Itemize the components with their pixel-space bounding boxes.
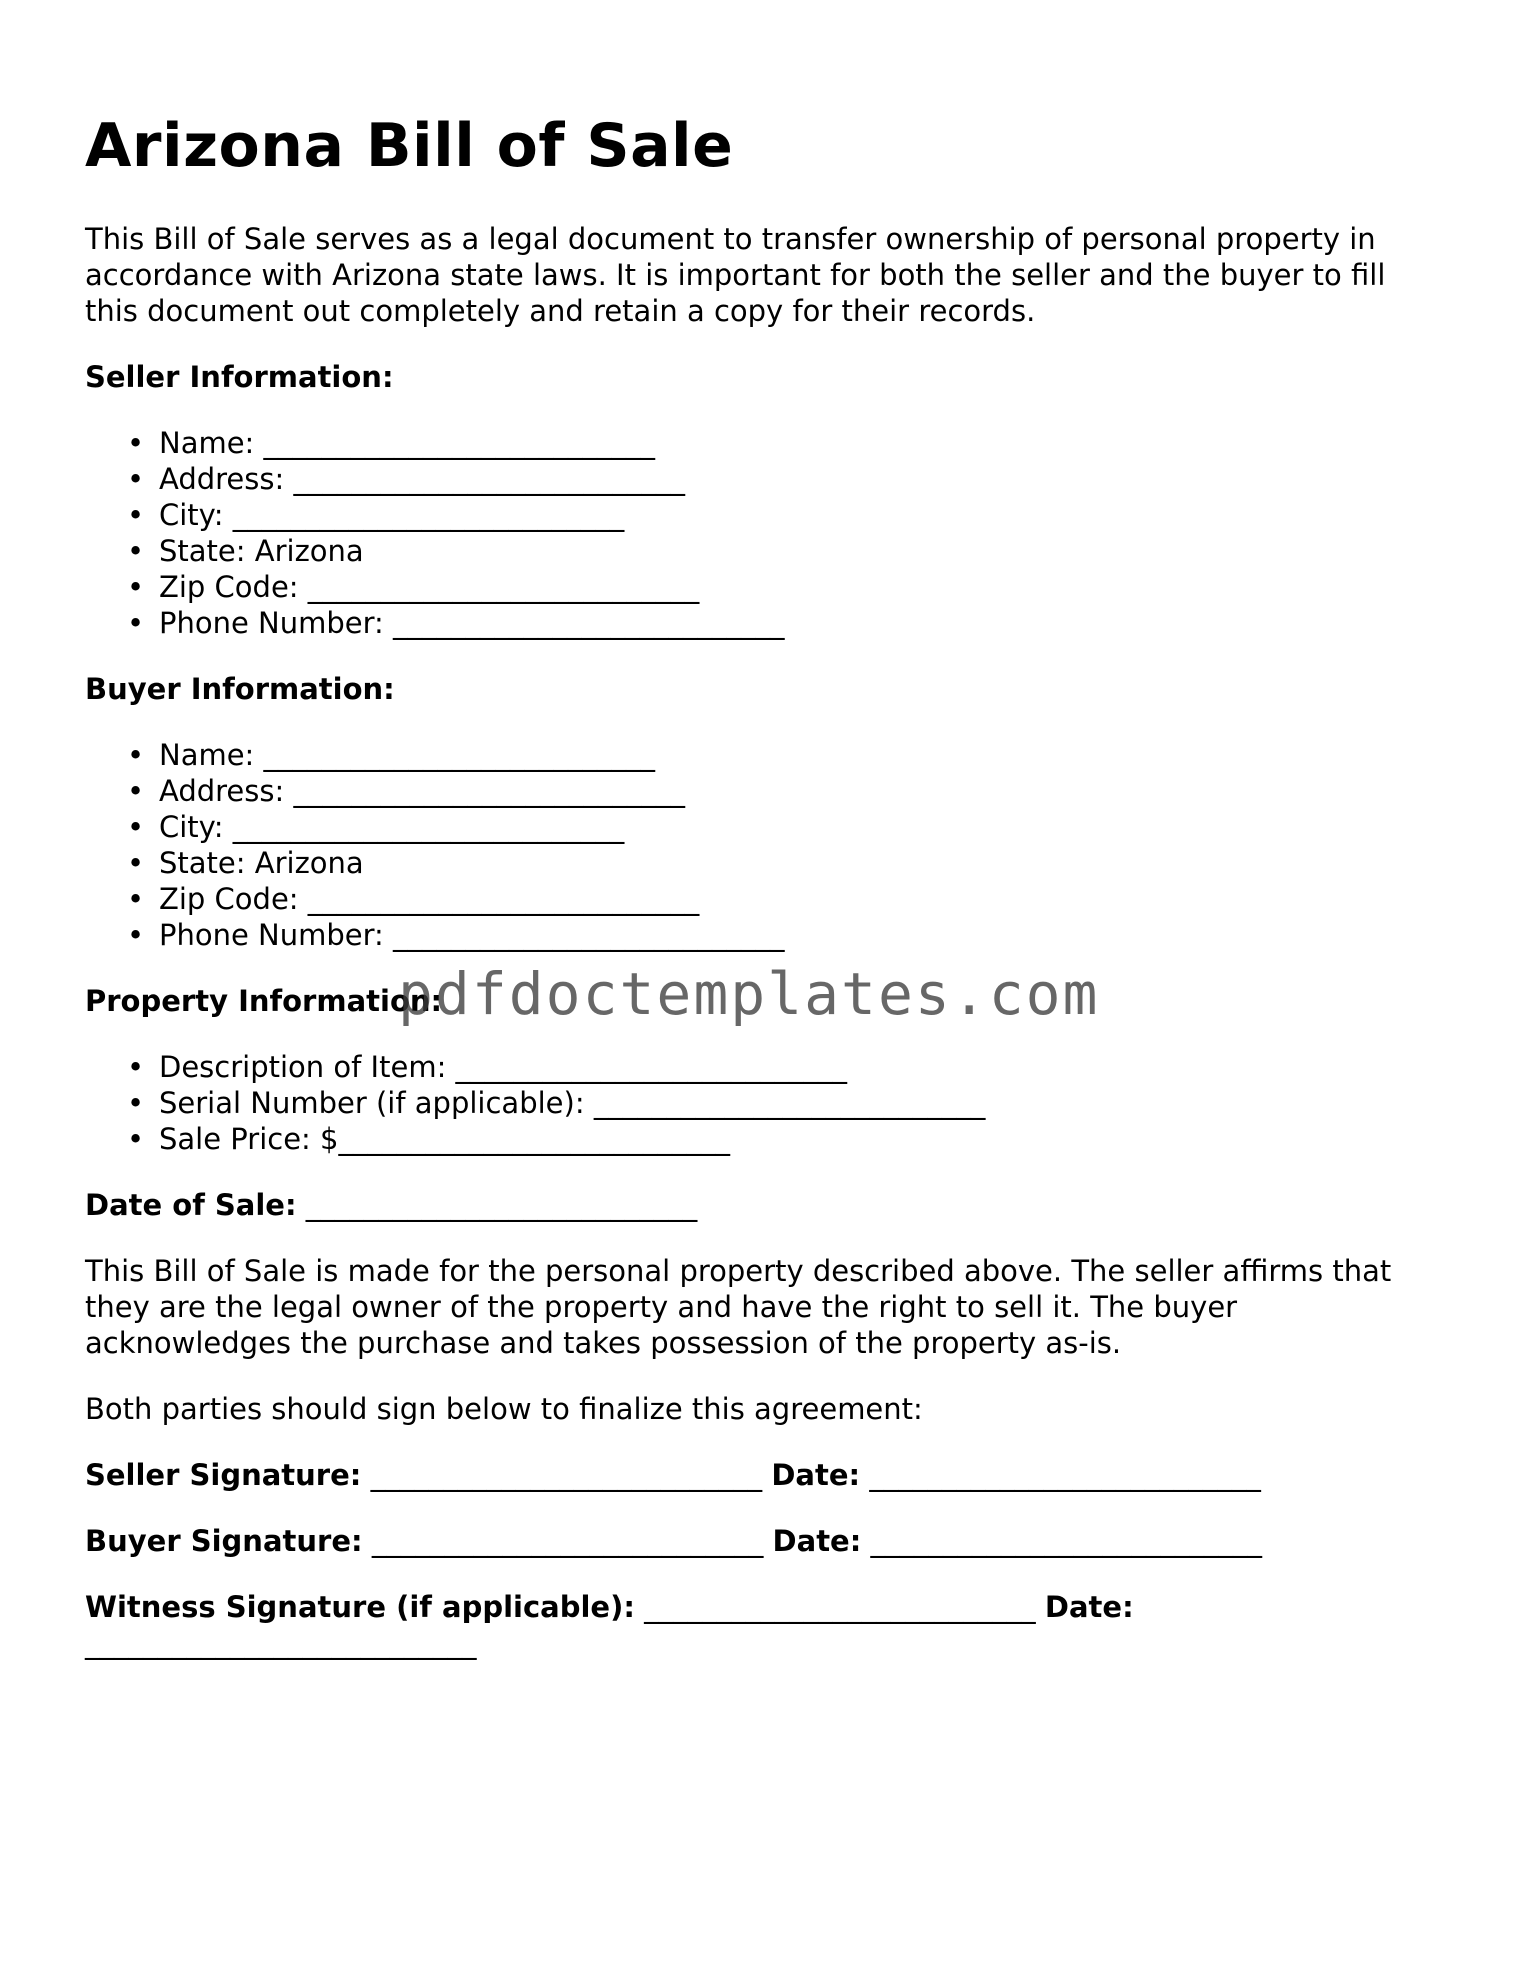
seller-name-field: • Name: ___________________________ (127, 426, 656, 460)
buyer-date-blank: ___________________________ (861, 1524, 1263, 1558)
seller-zip-field: • Zip Code: ___________________________ (127, 570, 700, 604)
sign-instruction: Both parties should sign below to finalize this agreement: (85, 1392, 923, 1426)
buyer-city-field: • City: ___________________________ (127, 810, 625, 844)
property-fields-list (85, 1049, 1465, 1157)
date-of-sale-line (85, 1187, 1465, 1223)
witness-date-blank: ___________________________ (85, 1626, 477, 1660)
buyer-signature-line (85, 1523, 1465, 1559)
affirmation-paragraph: This Bill of Sale is made for the personal property described above. The seller affirms that they are the legal owner of the property and have the right to sell it. The buyer acknowledges the purchase and takes possession of the property as-is. (85, 1254, 1392, 1360)
buyer-state-field: • State: Arizona (127, 846, 364, 880)
buyer-name-field: • Name: ___________________________ (127, 738, 656, 772)
seller-state-field: • State: Arizona (127, 534, 364, 568)
bullet-icon: • (127, 738, 145, 772)
buyer-section-heading: Buyer Information: (85, 672, 395, 706)
bullet-icon: • (127, 462, 145, 496)
seller-date-blank: ___________________________ (860, 1458, 1261, 1492)
bullet-icon: • (127, 1050, 145, 1084)
buyer-signature-label: Buyer Signature: (85, 1524, 363, 1558)
bullet-icon: • (127, 426, 145, 460)
bill-of-sale-document (85, 92, 1465, 1691)
buyer-signature-blank: ___________________________ (362, 1524, 773, 1558)
property-price-field: • Sale Price: $___________________________ (127, 1122, 730, 1156)
bullet-icon: • (127, 498, 145, 532)
buyer-fields-list (85, 737, 1465, 953)
buyer-zip-field: • Zip Code: ___________________________ (127, 882, 700, 916)
seller-signature-line (85, 1457, 1465, 1493)
seller-section-heading: Seller Information: (85, 360, 394, 394)
witness-signature-label: Witness Signature (if applicable): (85, 1590, 635, 1624)
bullet-icon: • (127, 774, 145, 808)
seller-date-label: Date: (771, 1458, 861, 1492)
buyer-phone-field: • Phone Number: ___________________________ (127, 918, 785, 952)
property-description-field: • Description of Item: ___________________________ (127, 1050, 848, 1084)
bullet-icon: • (127, 810, 145, 844)
seller-address-field: • Address: ___________________________ (127, 462, 685, 496)
seller-phone-field: • Phone Number: ___________________________ (127, 606, 785, 640)
buyer-address-field: • Address: ___________________________ (127, 774, 685, 808)
seller-signature-blank: ___________________________ (361, 1458, 772, 1492)
bullet-icon: • (127, 606, 145, 640)
bullet-icon: • (127, 882, 145, 916)
bullet-icon: • (127, 534, 145, 568)
seller-city-field: • City: ___________________________ (127, 498, 625, 532)
seller-signature-label: Seller Signature: (85, 1458, 362, 1492)
witness-date-label: Date: (1044, 1590, 1134, 1624)
bullet-icon: • (127, 570, 145, 604)
buyer-date-label: Date: (772, 1524, 862, 1558)
seller-fields-list (85, 425, 1465, 641)
date-of-sale-blank: ___________________________ (296, 1188, 698, 1222)
bullet-icon: • (127, 918, 145, 952)
date-of-sale-label: Date of Sale: (85, 1188, 297, 1222)
watermark-text: pdfdoctemplates.com (398, 960, 1100, 1028)
property-serial-field: • Serial Number (if applicable): ___________________________ (127, 1086, 986, 1120)
bullet-icon: • (127, 1086, 145, 1120)
witness-signature-blank: ___________________________ (634, 1590, 1045, 1624)
witness-signature-line (85, 1589, 1465, 1661)
page-title: Arizona Bill of Sale (85, 111, 734, 181)
property-section-heading: Property Information: (85, 984, 443, 1018)
bullet-icon: • (127, 846, 145, 880)
intro-paragraph: This Bill of Sale serves as a legal document to transfer ownership of personal property in accordance with Arizona state laws. It is important for both the seller and the buyer to fill this document out completely and retain a copy for their records. (85, 222, 1386, 328)
bullet-icon: • (127, 1122, 145, 1156)
